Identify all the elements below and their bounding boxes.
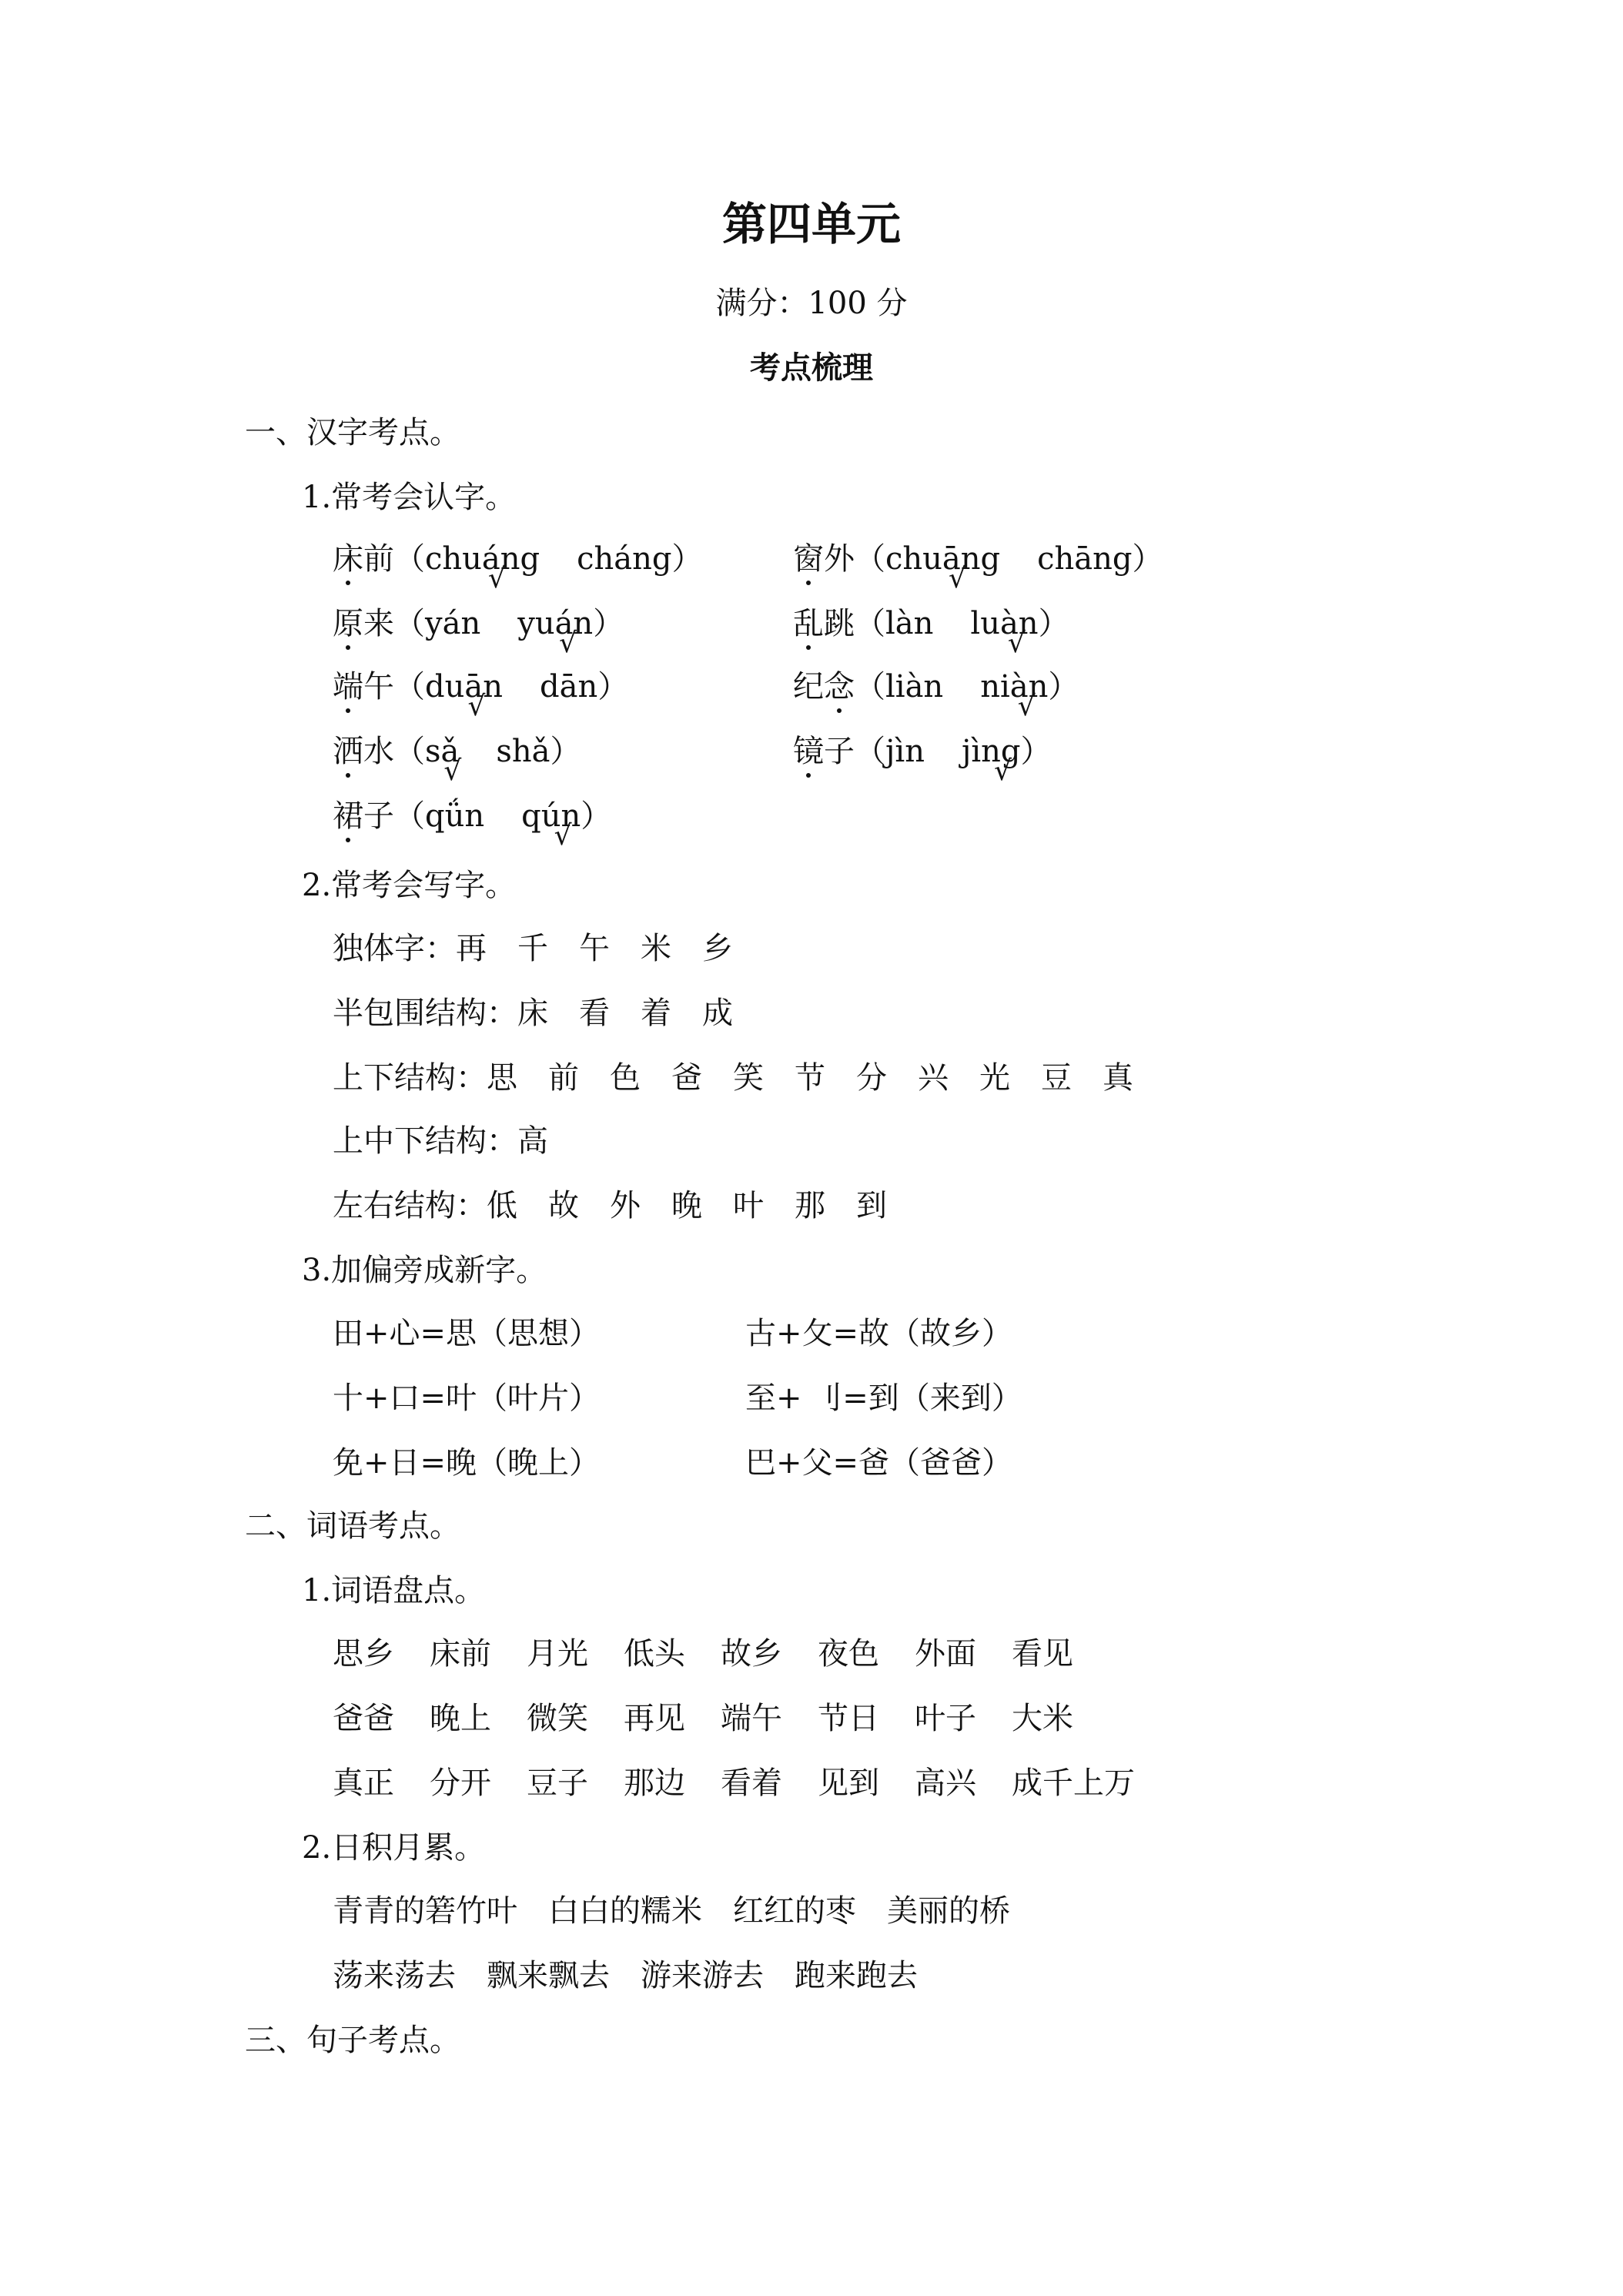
pinyin-char: 原 [333, 606, 363, 641]
pinyin-item [333, 798, 612, 834]
pinyin-item [333, 736, 581, 767]
pinyin-char: 洒 [333, 734, 363, 769]
paren-close: ） [593, 606, 624, 641]
write-line-3: 上下结构：思 前 色 爸 笑 节 分 兴 光 豆 真 [333, 1060, 1133, 1096]
pinyin-option-2: chāng [1037, 541, 1133, 577]
paren-close: ） [597, 669, 629, 705]
paren-close: ） [581, 798, 612, 834]
paren-open: （ [855, 669, 885, 705]
radical-4: 至+ 刂=到（来到） [745, 1381, 1022, 1416]
pinyin-char: 来 [363, 606, 394, 641]
pinyin-option-1: làn [885, 606, 934, 641]
paren-close: ） [671, 541, 703, 577]
pinyin-char: 外 [824, 541, 855, 577]
pinyin-item [793, 541, 1163, 577]
pinyin-char: 乱 [793, 606, 824, 641]
pinyin-option-2: shǎ [496, 734, 550, 769]
heading-1: 一、汉字考点。 [245, 415, 460, 450]
pinyin-option-1: yán [425, 606, 481, 641]
pinyin-char: 窗 [793, 541, 824, 577]
paren-open: （ [394, 606, 425, 641]
pinyin-option-2: jìng √ [962, 736, 1021, 767]
subheading-2-1: 1.词语盘点。 [302, 1573, 486, 1608]
subheading-1-1: 1.常考会认字。 [302, 480, 517, 515]
word-item: 夜色 [818, 1636, 879, 1672]
word-item: 叶子 [915, 1701, 976, 1736]
word-item: 思乡 [333, 1636, 394, 1672]
pinyin-option-2: qún √ [521, 801, 581, 832]
word-line [333, 1636, 1109, 1672]
pinyin-item [333, 541, 703, 577]
word-item: 微笑 [527, 1701, 588, 1736]
word-item: 看着 [721, 1766, 782, 1801]
word-item: 高兴 [915, 1766, 976, 1801]
pinyin-option-2: niàn √ [980, 671, 1048, 702]
paren-open: （ [855, 606, 885, 641]
write-line-5: 左右结构：低 故 外 晚 叶 那 到 [333, 1188, 887, 1223]
subheading-2-2: 2.日积月累。 [302, 1830, 486, 1866]
word-item: 故乡 [721, 1636, 782, 1672]
pinyin-item [333, 608, 624, 639]
pinyin-char: 床 [333, 541, 363, 577]
pinyin-item [793, 736, 1052, 767]
pinyin-char: 端 [333, 669, 363, 705]
pinyin-char: 子 [824, 734, 855, 769]
pinyin-char: 子 [363, 798, 394, 834]
pinyin-char: 纪 [793, 669, 824, 705]
paren-open: （ [855, 734, 885, 769]
word-item: 晚上 [430, 1701, 491, 1736]
full-score: 满分：100 分 [715, 286, 908, 321]
paren-close: ） [1048, 669, 1079, 705]
paren-open: （ [394, 669, 425, 705]
pinyin-option-1: sǎ √ [425, 736, 459, 767]
pinyin-option-2: cháng [577, 541, 672, 577]
pinyin-char: 念 [824, 669, 855, 705]
pinyin-item [793, 608, 1069, 639]
word-item: 分开 [430, 1766, 491, 1801]
pinyin-option-1: liàn [885, 669, 944, 705]
paren-close: ） [550, 734, 581, 769]
pinyin-char: 午 [363, 669, 394, 705]
accumulate-line-1: 青青的箬竹叶 白白的糯米 红红的枣 美丽的桥 [333, 1893, 1010, 1929]
word-item: 大米 [1012, 1701, 1073, 1736]
pinyin-option-2: yuán √ [517, 608, 593, 639]
word-item: 月光 [527, 1636, 588, 1672]
pinyin-option-2: luàn √ [970, 608, 1038, 639]
accumulate-line-2: 荡来荡去 飘来飘去 游来游去 跑来跑去 [333, 1958, 918, 1993]
word-item: 成千上万 [1012, 1766, 1135, 1801]
subheading-1-3: 3.加偏旁成新字。 [302, 1253, 547, 1288]
word-item: 见到 [818, 1766, 879, 1801]
pinyin-char: 跳 [824, 606, 855, 641]
word-item: 床前 [430, 1636, 491, 1672]
word-item: 那边 [624, 1766, 685, 1801]
paren-open: （ [394, 541, 425, 577]
word-item: 再见 [624, 1701, 685, 1736]
word-item: 端午 [721, 1701, 782, 1736]
write-line-2: 半包围结构：床 看 着 成 [333, 996, 733, 1031]
word-item: 节日 [818, 1701, 879, 1736]
pinyin-option-1: jìn [885, 734, 925, 769]
heading-3: 三、句子考点。 [245, 2023, 460, 2058]
write-line-1: 独体字：再 千 午 米 乡 [333, 931, 733, 966]
pinyin-item [333, 669, 629, 705]
radical-5: 免+日=晚（晚上） [333, 1445, 601, 1481]
pinyin-char: 水 [363, 734, 394, 769]
word-item: 爸爸 [333, 1701, 394, 1736]
word-item: 豆子 [527, 1766, 588, 1801]
word-line [333, 1703, 1109, 1734]
radical-3: 十+口=叶（叶片） [333, 1381, 601, 1416]
word-item: 低头 [624, 1636, 685, 1672]
pinyin-char: 前 [363, 541, 394, 577]
pinyin-option-2: dān [539, 669, 598, 705]
radical-1: 田+心=思（思想） [333, 1316, 601, 1351]
pinyin-option-1: chuáng √ [425, 544, 540, 574]
subheading-1-2: 2.常考会写字。 [302, 868, 517, 903]
pinyin-char: 镜 [793, 734, 824, 769]
paren-close: ） [1132, 541, 1163, 577]
write-line-4: 上中下结构：高 [333, 1123, 548, 1159]
word-item: 真正 [333, 1766, 394, 1801]
radical-2: 古+攵=故（故乡） [745, 1316, 1013, 1351]
paren-close: ） [1038, 606, 1069, 641]
paren-open: （ [394, 798, 425, 834]
pinyin-item [793, 669, 1079, 705]
word-item: 外面 [915, 1636, 976, 1672]
paren-open: （ [394, 734, 425, 769]
pinyin-option-1: qǘn [425, 798, 485, 834]
paren-open: （ [855, 541, 885, 577]
page-title: 第四单元 [721, 198, 901, 250]
heading-2: 二、词语考点。 [245, 1508, 460, 1544]
pinyin-option-1: chuāng √ [885, 544, 1000, 574]
word-line [333, 1768, 1170, 1799]
word-item: 看见 [1012, 1636, 1073, 1672]
radical-6: 巴+父=爸（爸爸） [745, 1445, 1013, 1481]
paren-close: ） [1020, 734, 1052, 769]
pinyin-char: 裙 [333, 798, 363, 834]
pinyin-option-1: duān √ [425, 671, 503, 702]
section-subtitle: 考点梳理 [750, 350, 873, 386]
